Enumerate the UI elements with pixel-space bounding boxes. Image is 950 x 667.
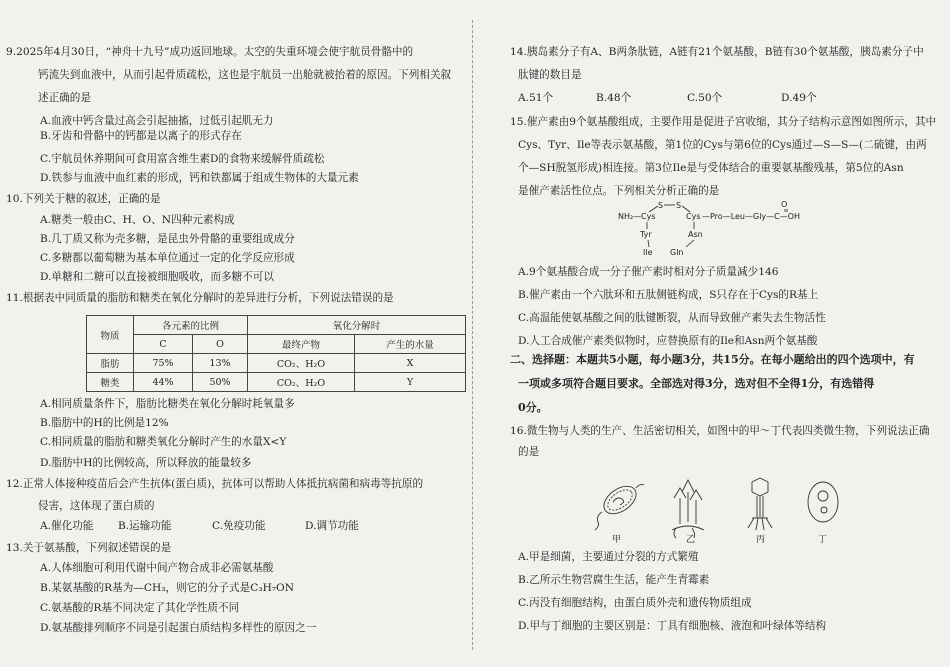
table-cell-water: Y bbox=[355, 373, 466, 392]
fig-chain: —Pro—Leu—Gly—C—OH bbox=[702, 212, 801, 221]
q9-option-a: A.血液中钙含量过高会引起抽搐，过低引起肌无力 bbox=[40, 115, 274, 127]
label-ding: 丁 bbox=[818, 535, 828, 544]
q15-stem-line-2: Cys、Tyr、Ile等表示氨基酸，第1位的Cys与第6位的Cys通过—S—S—(二硫键，由两 bbox=[518, 139, 927, 151]
q16-stem-line-1: 16.微生物与人类的生产、生活密切相关，如图中的甲～丁代表四类微生物，下列说法正确 bbox=[510, 425, 930, 437]
q10-stem: 10.下列关于糖的叙述，正确的是 bbox=[6, 193, 161, 205]
table-cell-o: 50% bbox=[193, 373, 248, 392]
q11-option-c: C.相同质量的脂肪和糖类氧化分解时产生的水量X<Y bbox=[40, 436, 287, 448]
virus-icon bbox=[748, 478, 772, 530]
section-2-heading-line-2: 一项或多项符合题目要求。全部选对得3分，选对但不全得1分，有选错得 bbox=[518, 377, 875, 390]
fig-cys-2: Cys bbox=[686, 212, 701, 221]
table-header-product: 最终产物 bbox=[248, 335, 355, 354]
q9-stem-line-1: 9.2025年4月30日，“神舟十九号”成功返回地球。太空的失重环境会使宇航员骨骼中的 bbox=[6, 46, 414, 58]
q14-stem-line-2: 肽键的数目是 bbox=[518, 69, 582, 81]
q12-stem-line-1: 12.正常人体接种疫苗后会产生抗体(蛋白质)，抗体可以帮助人体抵抗病菌和病毒等抗原的 bbox=[6, 478, 424, 490]
q12-option-d: D.调节功能 bbox=[305, 520, 359, 532]
q16-option-b: B.乙所示生物营腐生生活，能产生青霉素 bbox=[518, 574, 710, 586]
oxytocin-structure-figure bbox=[618, 197, 828, 263]
q11-option-d: D.脂肪中H的比例较高，所以释放的能量较多 bbox=[40, 457, 252, 469]
q15-option-c: C.高温能使氨基酸之间的肽键断裂，从而导致催产素失去生物活性 bbox=[518, 312, 826, 324]
q16-option-a: A.甲是细菌，主要通过分裂的方式繁殖 bbox=[518, 551, 699, 563]
q16-option-c: C.丙没有细胞结构，由蛋白质外壳和遗传物质组成 bbox=[518, 597, 752, 609]
table-cell-product: CO₂、H₂O bbox=[248, 373, 355, 392]
section-2-heading-line-1: 二、选择题：本题共5小题，每小题3分，共15分。在每小题给出的四个选项中，有 bbox=[510, 353, 915, 366]
fig-s-2: S bbox=[676, 201, 682, 210]
table-cell-name: 糖类 bbox=[87, 373, 134, 392]
q14-option-d: D.49个 bbox=[781, 92, 817, 104]
q11-option-a: A.相同质量条件下，脂肪比糖类在氧化分解时耗氧量多 bbox=[40, 398, 295, 410]
q11-option-b: B.脂肪中的H的比例是12% bbox=[40, 417, 169, 429]
table-row bbox=[87, 373, 466, 392]
fig-asn: Asn bbox=[688, 230, 703, 239]
table-header-ratio: 各元素的比例 bbox=[134, 316, 248, 335]
table-cell-name: 脂肪 bbox=[87, 354, 134, 373]
bacterium-icon bbox=[595, 481, 644, 530]
q9-option-b: B.牙齿和骨骼中的钙都是以离子的形式存在 bbox=[40, 130, 242, 142]
table-header-water: 产生的水量 bbox=[355, 335, 466, 354]
fig-nh2: NH₂— bbox=[618, 212, 642, 221]
microbes-figure bbox=[588, 472, 848, 544]
q12-stem-line-2: 侵害，这体现了蛋白质的 bbox=[38, 500, 155, 512]
fig-s-1: S bbox=[658, 201, 664, 210]
table-header-material: 物质 bbox=[87, 316, 134, 354]
fig-gln: Gln bbox=[670, 248, 684, 257]
q11-table bbox=[86, 315, 466, 392]
table-cell-o: 13% bbox=[193, 354, 248, 373]
q13-stem: 13.关于氨基酸，下列叙述错误的是 bbox=[6, 542, 172, 554]
q13-option-d: D.氨基酸排列顺序不同是引起蛋白质结构多样性的原因之一 bbox=[40, 622, 317, 634]
q15-stem-line-1: 15.催产素由9个氨基酸组成，主要作用是促进子宫收缩，其分子结构示意图如图所示，其中 bbox=[510, 116, 937, 128]
q13-option-b: B.某氨基酸的R基为—CH₃，则它的分子式是C₃H₇ON bbox=[40, 582, 295, 594]
table-cell-c: 44% bbox=[134, 373, 193, 392]
q15-option-a: A.9个氨基酸合成一分子催产素时相对分子质量减少146 bbox=[518, 266, 779, 278]
fig-cys-1: Cys bbox=[641, 212, 656, 221]
q15-option-d: D.人工合成催产素类似物时，应替换原有的Ile和Asn两个氨基酸 bbox=[518, 335, 818, 347]
q15-stem-line-3: 个—SH脱氢形成)相连接。第3位Ile是与受体结合的重要氨基酸残基，第5位的Asn bbox=[518, 162, 904, 174]
mold-icon bbox=[672, 480, 704, 538]
column-divider bbox=[472, 20, 473, 650]
table-cell-product: CO₂、H₂O bbox=[248, 354, 355, 373]
q12-option-a: A.催化功能 bbox=[40, 520, 94, 532]
table-header-oxidation: 氧化分解时 bbox=[248, 316, 466, 335]
q10-option-a: A.糖类一般由C、H、O、N四种元素构成 bbox=[40, 214, 235, 226]
q15-stem-line-4: 是催产素活性位点。下列相关分析正确的是 bbox=[518, 185, 720, 197]
q9-option-c: C.宇航员休养期间可食用富含维生素D的食物来缓解骨质疏松 bbox=[40, 153, 325, 165]
q10-option-c: C.多糖都以葡萄糖为基本单位通过一定的化学反应形成 bbox=[40, 252, 295, 264]
q9-stem-line-3: 述正确的是 bbox=[38, 92, 91, 104]
q13-option-c: C.氨基酸的R基不同决定了其化学性质不同 bbox=[40, 602, 240, 614]
q12-option-b: B.运输功能 bbox=[118, 520, 172, 532]
q14-stem-line-1: 14.胰岛素分子有A、B两条肽链，A链有21个氨基酸，B链有30个氨基酸，胰岛素分子中 bbox=[510, 46, 924, 58]
q15-option-b: B.催产素由一个六肽环和五肽侧链构成，S只存在于Cys的R基上 bbox=[518, 289, 819, 301]
q16-stem-line-2: 的是 bbox=[518, 446, 540, 458]
q11-stem: 11.根据表中同质量的脂肪和糖类在氧化分解时的差异进行分析，下列说法错误的是 bbox=[6, 292, 394, 304]
fig-tyr: Tyr bbox=[640, 230, 652, 239]
table-cell-c: 75% bbox=[134, 354, 193, 373]
q10-option-b: B.几丁质又称为壳多糖，是昆虫外骨骼的重要组成成分 bbox=[40, 233, 295, 245]
q9-option-d: D.铁参与血液中血红素的形成，钙和铁都属于组成生物体的大量元素 bbox=[40, 172, 359, 184]
section-2-heading-line-3: 0分。 bbox=[518, 401, 548, 414]
table-cell-water: X bbox=[355, 354, 466, 373]
label-bing: 丙 bbox=[756, 535, 766, 544]
table-header-o: O bbox=[193, 335, 248, 354]
q14-option-c: C.50个 bbox=[687, 92, 723, 104]
table-header-c: C bbox=[134, 335, 193, 354]
label-yi: 乙 bbox=[686, 535, 696, 544]
label-jia: 甲 bbox=[612, 535, 622, 544]
q9-stem-line-2: 钙流失到血液中，从而引起骨质疏松，这也是宇航员一出舱就被抬着的原因。下列相关叙 bbox=[38, 69, 452, 81]
q14-option-a: A.51个 bbox=[518, 92, 554, 104]
table-row bbox=[87, 354, 466, 373]
fig-oxygen: O bbox=[781, 200, 788, 209]
fig-ile: Ile bbox=[643, 248, 653, 257]
q14-option-b: B.48个 bbox=[596, 92, 632, 104]
q12-option-c: C.免疫功能 bbox=[212, 520, 266, 532]
q10-option-d: D.单糖和二糖可以直接被细胞吸收，而多糖不可以 bbox=[40, 271, 274, 283]
yeast-icon bbox=[808, 482, 838, 522]
q13-option-a: A.人体细胞可利用代谢中间产物合成非必需氨基酸 bbox=[40, 562, 274, 574]
q16-option-d: D.甲与丁细胞的主要区别是：丁具有细胞核、液泡和叶绿体等结构 bbox=[518, 620, 827, 632]
